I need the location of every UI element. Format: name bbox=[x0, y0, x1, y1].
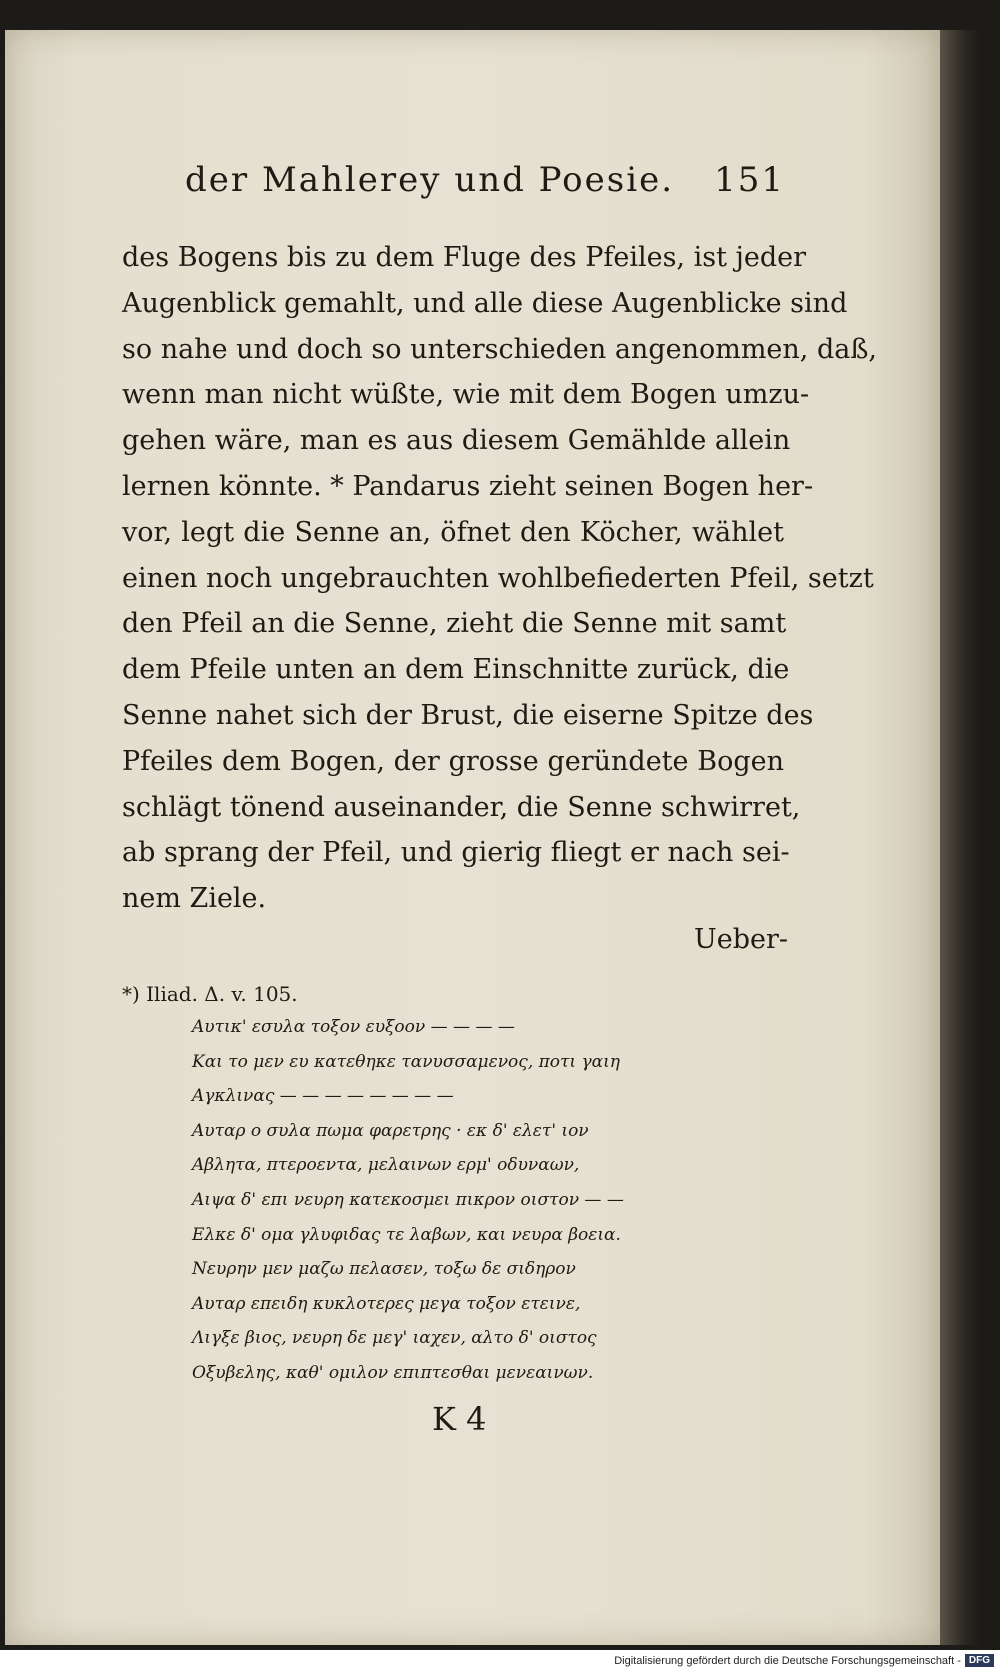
greek-line: Ελκε δ' ομα γλυφιδας τε λαβων, και νευρα βοεια. bbox=[192, 1224, 621, 1245]
greek-line: Αυτικ' εσυλα τοξον ευξοον — — — — bbox=[192, 1017, 515, 1037]
body-line: so nahe und doch so unterschieden angenommen, daß, bbox=[122, 333, 877, 365]
body-line: einen noch ungebrauchten wohlbefiederten Pfeil, setzt bbox=[122, 562, 874, 594]
greek-line: Νευρην μεν μαζω πελασεν, τοξω δε σιδηρον bbox=[192, 1259, 576, 1280]
digitization-credit bbox=[614, 1654, 994, 1667]
greek-line: Αυταρ επειδη κυκλοτερες μεγα τοξον ετεινε, bbox=[192, 1293, 581, 1314]
credit-text: Digitalisierung gefördert durch die Deutsche Forschungsgemeinschaft - bbox=[614, 1654, 961, 1667]
running-head bbox=[185, 160, 785, 200]
greek-line: Αιψα δ' επι νευρη κατεκοσμει πικρον οιστον — — bbox=[192, 1189, 624, 1210]
greek-line: Αυταρ ο συλα πωμα φαρετρης · εκ δ' ελετ' ιον bbox=[192, 1120, 589, 1141]
page-number: 151 bbox=[714, 160, 785, 200]
footnote-reference: *) Iliad. Δ. v. 105. bbox=[122, 982, 298, 1006]
greek-line: Οξυβελης, καθ' ομιλον επιπτεσθαι μενεαινων. bbox=[192, 1362, 594, 1383]
body-line: Augenblick gemahlt, und alle diese Augenblicke sind bbox=[122, 287, 848, 319]
body-line: den Pfeil an die Senne, zieht die Senne mit samt bbox=[122, 608, 787, 640]
catchword: Ueber- bbox=[693, 924, 788, 955]
body-line: wenn man nicht wüßte, wie mit dem Bogen umzu- bbox=[122, 379, 810, 411]
body-line: vor, legt die Senne an, öfnet den Köcher, wählet bbox=[122, 516, 784, 548]
greek-line: Και το μεν ευ κατεθηκε τανυσσαμενος, ποτι γαιη bbox=[192, 1051, 620, 1072]
page-edge bbox=[940, 30, 980, 1645]
greek-line: Αγκλινας — — — — — — — — bbox=[192, 1086, 454, 1107]
greek-line: Αβλητα, πτεροεντα, μελαινων ερμ' οδυναων, bbox=[192, 1155, 580, 1176]
dfg-logo: DFG bbox=[965, 1654, 994, 1667]
body-line: gehen wäre, man es aus diesem Gemählde allein bbox=[122, 425, 791, 457]
body-line: Senne nahet sich der Brust, die eiserne Spitze des bbox=[122, 699, 814, 731]
body-line: Pfeiles dem Bogen, der grosse geründete Bogen bbox=[122, 745, 784, 777]
body-line: lernen könnte. * Pandarus zieht seinen Bogen her- bbox=[122, 470, 814, 502]
body-line: des Bogens bis zu dem Fluge des Pfeiles, ist jeder bbox=[122, 242, 807, 273]
signature-mark: K 4 bbox=[432, 1400, 487, 1438]
running-head-title: der Mahlerey und Poesie. bbox=[185, 160, 675, 200]
greek-line: Λιγξε βιος, νευρη δε μεγ' ιαχεν, αλτο δ' οιστος bbox=[192, 1328, 597, 1349]
body-line: nem Ziele. bbox=[122, 883, 267, 915]
body-line: ab sprang der Pfeil, und gierig fliegt er nach sei- bbox=[122, 837, 790, 869]
footnote-greek-quote bbox=[192, 1010, 712, 1391]
body-text bbox=[122, 235, 877, 922]
body-line: dem Pfeile unten an dem Einschnitte zurück, die bbox=[122, 654, 790, 686]
body-line: schlägt tönend auseinander, die Senne schwirret, bbox=[122, 791, 801, 823]
